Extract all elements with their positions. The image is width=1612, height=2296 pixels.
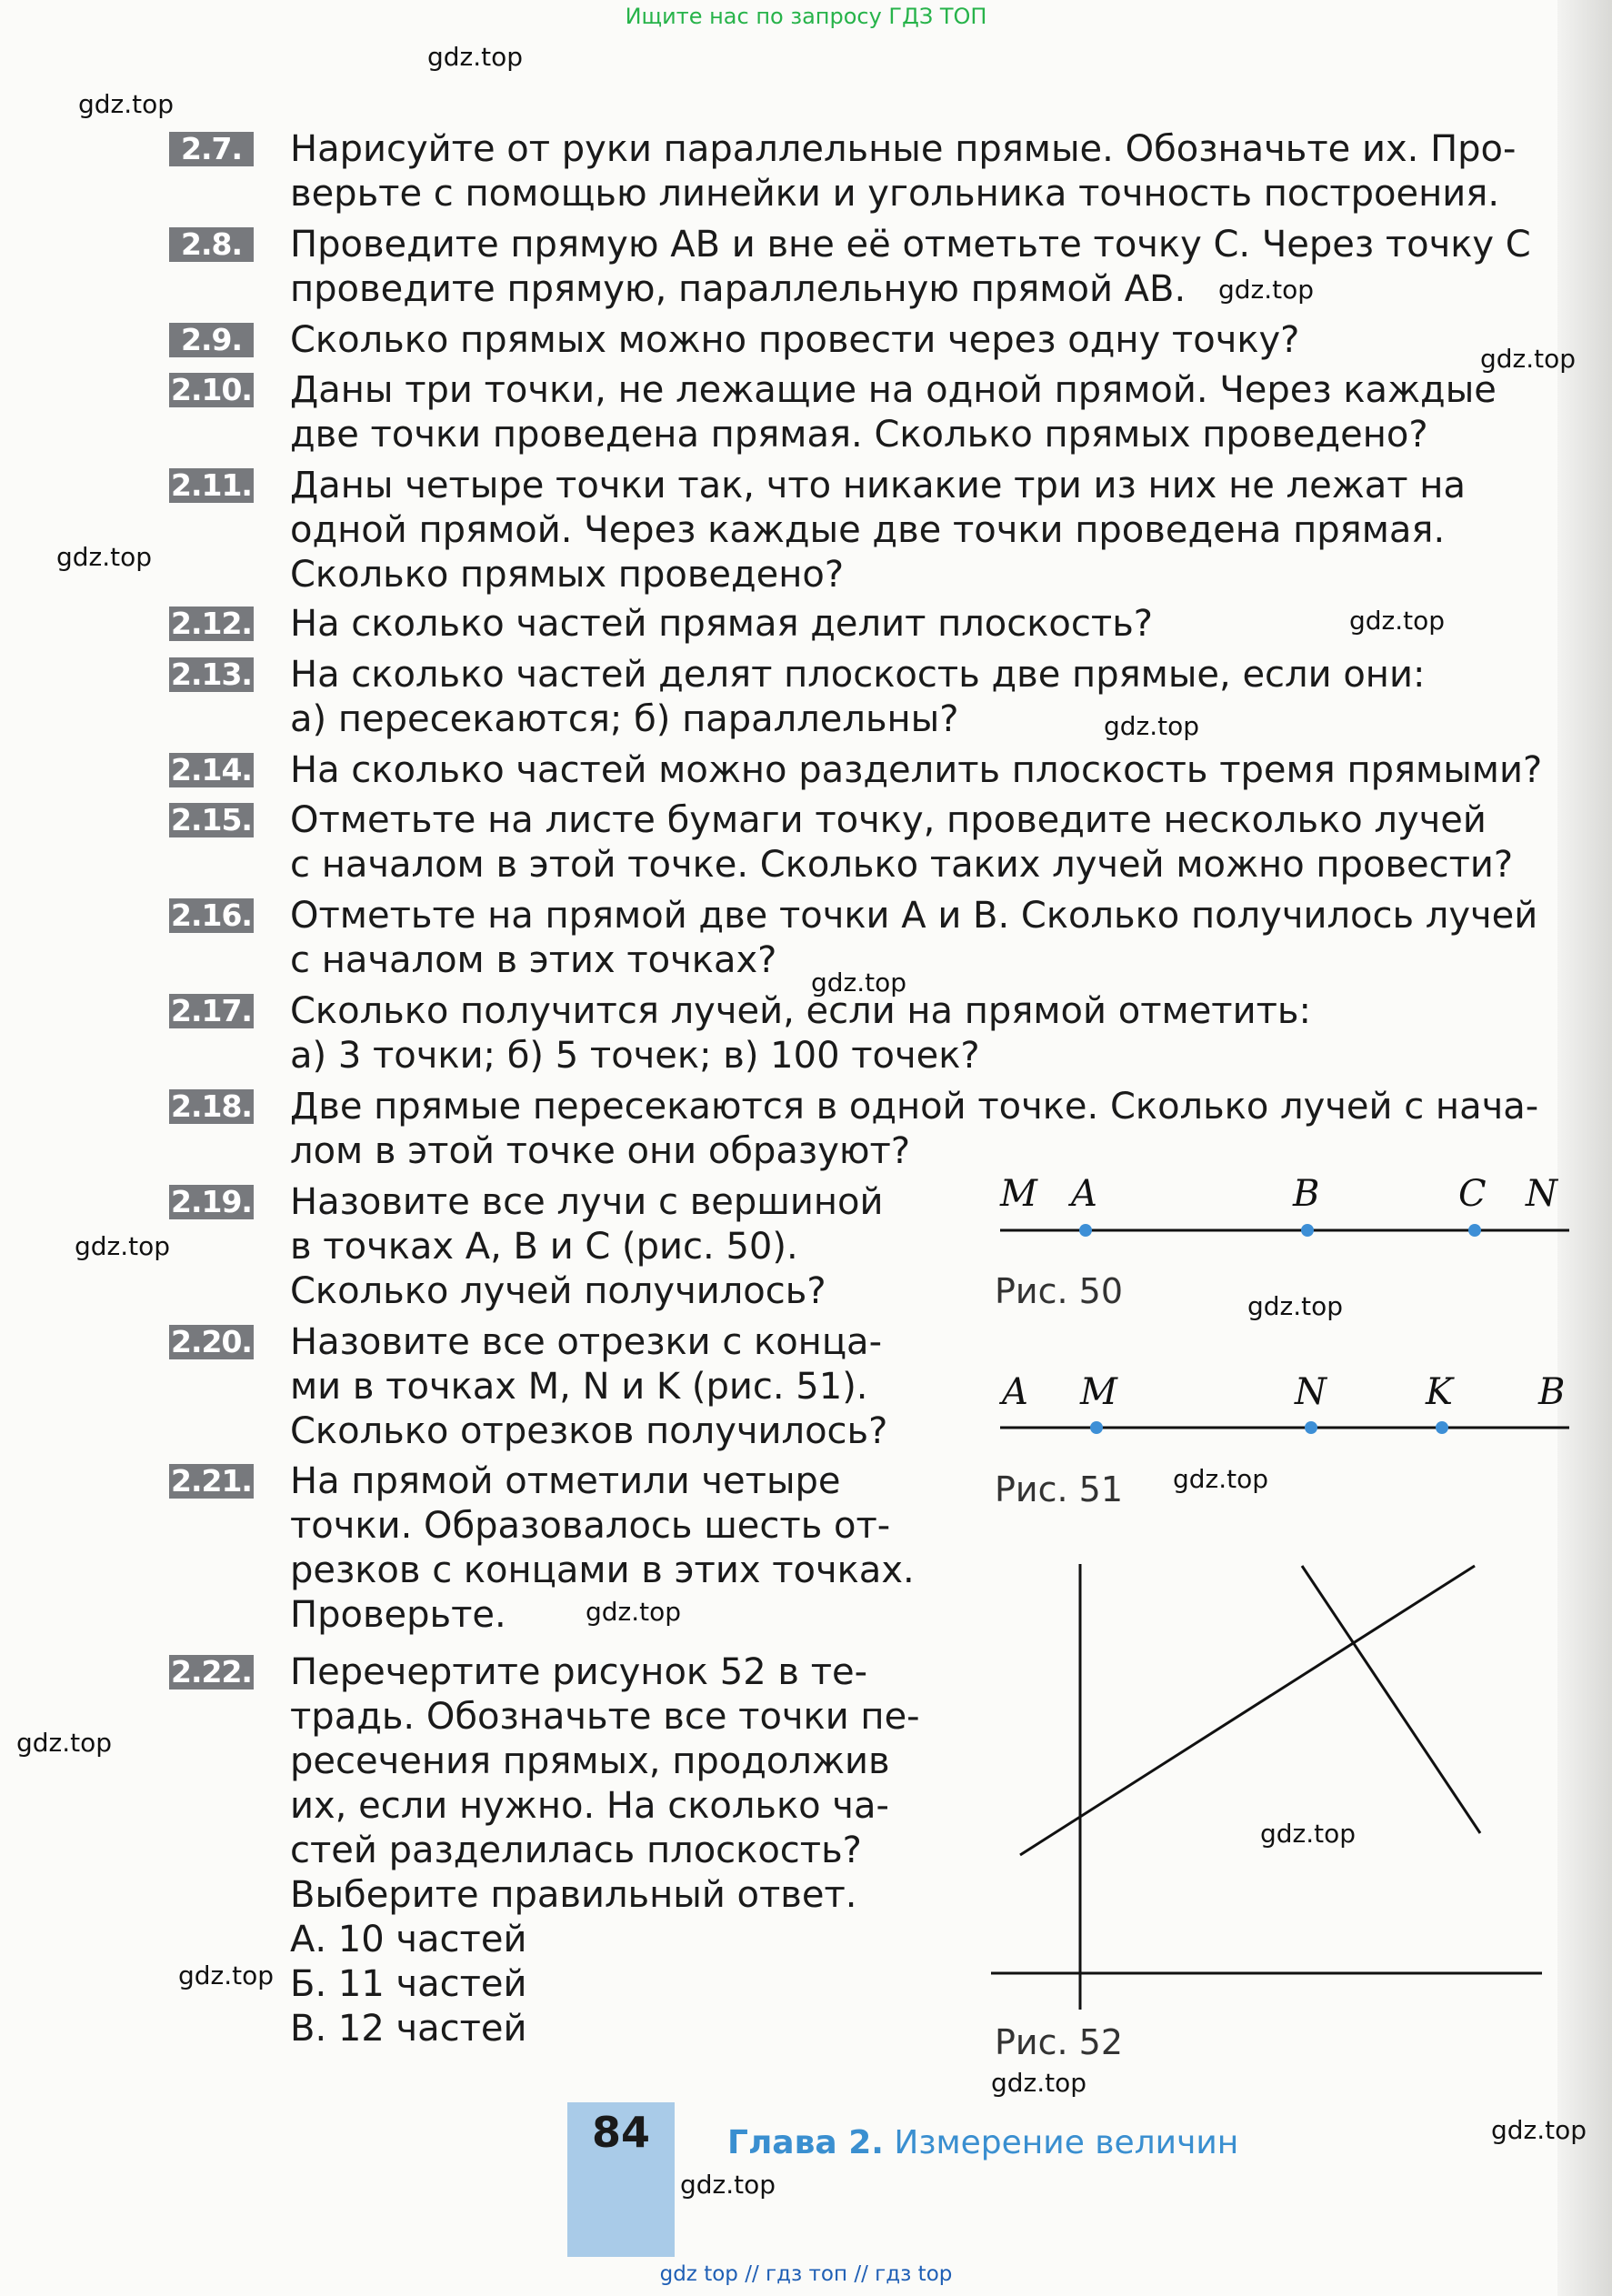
task-number: 2.21.	[169, 1464, 254, 1499]
task-2-11	[169, 464, 1569, 597]
watermark: gdz.top	[427, 42, 524, 72]
figure-50	[991, 1164, 1573, 1328]
task-text: Сколько прямых можно провести через одну точку?	[290, 319, 1300, 361]
point-label: M	[1000, 1173, 1037, 1215]
watermark: gdz.top	[56, 542, 153, 572]
task-number: 2.7.	[169, 132, 254, 166]
point-label: K	[1426, 1371, 1453, 1413]
task-2-14	[169, 748, 1569, 793]
task-2-19	[169, 1180, 969, 1314]
point-M	[1090, 1421, 1103, 1434]
point-label: N	[1526, 1173, 1557, 1215]
point-label: A	[1002, 1371, 1028, 1413]
watermark: gdz.top	[680, 2170, 776, 2200]
task-2-16	[169, 894, 1569, 983]
task-number: 2.11.	[169, 468, 254, 503]
point-K	[1436, 1421, 1448, 1434]
task-number: 2.8.	[169, 227, 254, 262]
task-number: 2.14.	[169, 753, 254, 787]
figure-52-lines	[982, 1546, 1564, 2019]
figure-caption: Рис. 52	[995, 2022, 1124, 2062]
figure-caption: Рис. 51	[995, 1469, 1124, 1509]
task-text: На сколько частей делят плоскость две прямые, если они: а) пересекаются; б) параллельны?	[290, 654, 1426, 740]
task-text: Даны три точки, не лежащие на одной прямой. Через каждые две точки проведена прямая. Сколько прямых проведено?	[290, 369, 1497, 456]
point-A	[1079, 1224, 1092, 1237]
task-number: 2.17.	[169, 994, 254, 1028]
answer-option: В. 12 частей	[290, 2008, 527, 2050]
task-2-9	[169, 318, 1569, 363]
point-label: M	[1080, 1371, 1117, 1413]
task-text: На сколько частей прямая делит плоскость?	[290, 603, 1154, 645]
watermark: gdz.top	[1247, 1291, 1344, 1321]
task-text: Даны четыре точки так, что никакие три из них не лежат на одной прямой. Через каждые две точки проведена прямая. Сколько прямых проведено?	[290, 465, 1466, 596]
task-2-12	[169, 602, 1569, 647]
figure-52	[982, 1546, 1564, 2091]
task-number: 2.22.	[169, 1655, 254, 1689]
point-label: A	[1071, 1173, 1097, 1215]
task-number: 2.20.	[169, 1325, 254, 1359]
task-number: 2.18.	[169, 1089, 254, 1124]
top-banner[interactable]: Ищите нас по запросу ГДЗ ТОП	[625, 4, 987, 29]
task-number: 2.13.	[169, 657, 254, 692]
task-text: Отметьте на листе бумаги точку, проведите несколько лучей с началом в этой точке. Сколько таких лучей можно провести?	[290, 799, 1514, 886]
watermark: gdz.top	[811, 968, 907, 998]
task-2-22	[169, 1650, 969, 2051]
point-label: B	[1293, 1173, 1320, 1215]
task-text: На прямой отметили четыре точки. Образовалось шесть от- резков с концами в этих точках. Проверьте.	[290, 1460, 915, 1636]
watermark: gdz.top	[178, 1960, 275, 1990]
watermark: gdz.top	[1260, 1819, 1357, 1849]
point-C	[1468, 1224, 1481, 1237]
task-number: 2.9.	[169, 323, 254, 357]
task-2-18	[169, 1085, 1569, 1174]
task-text: Отметьте на прямой две точки A и B. Сколько получилось лучей с началом в этих точках?	[290, 895, 1538, 981]
task-number: 2.16.	[169, 898, 254, 933]
point-label: C	[1458, 1173, 1487, 1215]
task-2-13	[169, 653, 1569, 742]
task-2-20	[169, 1320, 969, 1454]
answer-option: Б. 11 частей	[290, 1963, 527, 2005]
watermark: gdz.top	[1491, 2115, 1587, 2145]
task-text: Нарисуйте от руки параллельные прямые. Обозначьте их. Про- верьте с помощью линейки и угольника точность построения.	[290, 128, 1517, 215]
watermark: gdz.top	[75, 1231, 171, 1261]
task-text: Проведите прямую AB и вне её отметьте точку C. Через точку C проведите прямую, параллельную прямой AB.	[290, 224, 1531, 310]
point-label: B	[1538, 1371, 1566, 1413]
task-number: 2.10.	[169, 373, 254, 407]
task-number: 2.15.	[169, 803, 254, 837]
task-2-17	[169, 989, 1569, 1078]
watermark: gdz.top	[1218, 275, 1315, 305]
task-text: Назовите все отрезки с конца- ми в точках M, N и K (рис. 51). Сколько отрезков получилось?	[290, 1321, 888, 1452]
task-number: 2.12.	[169, 607, 254, 641]
watermark: gdz.top	[586, 1597, 682, 1627]
watermark: gdz.top	[16, 1728, 113, 1758]
figure-caption: Рис. 50	[995, 1271, 1124, 1311]
watermark: gdz.top	[1349, 606, 1446, 636]
point-N	[1305, 1421, 1317, 1434]
point-label: N	[1295, 1371, 1327, 1413]
task-2-21	[169, 1459, 969, 1638]
task-number: 2.19.	[169, 1185, 254, 1219]
watermark: gdz.top	[78, 89, 175, 119]
watermark: gdz.top	[991, 2068, 1087, 2098]
task-text: На сколько частей можно разделить плоскость тремя прямыми?	[290, 749, 1543, 791]
figure-51	[991, 1364, 1573, 1528]
watermark: gdz.top	[1104, 711, 1200, 741]
chapter-title: Глава 2. Измерение величин	[727, 2124, 1239, 2161]
task-text: Сколько получится лучей, если на прямой отметить: а) 3 точки; б) 5 точек; в) 100 точек?	[290, 990, 1311, 1077]
point-B	[1301, 1224, 1314, 1237]
answer-option: А. 10 частей	[290, 1919, 527, 1960]
watermark: gdz.top	[1173, 1464, 1269, 1494]
task-2-8	[169, 223, 1569, 312]
task-text: Перечертите рисунок 52 в те- традь. Обозначьте все точки пе- ресечения прямых, продолжив их, если нужно. На сколько ча- стей разделилась плоскость? Выберите правильный ответ. А. 10 частей Б. 11 частей В. 12 частей	[290, 1650, 969, 2051]
task-2-15	[169, 798, 1569, 887]
task-text: Назовите все лучи с вершиной в точках A, B и C (рис. 50). Сколько лучей получилось?	[290, 1181, 884, 1312]
task-2-10	[169, 368, 1569, 457]
task-text: Две прямые пересекаются в одной точке. Сколько лучей с нача- лом в этой точке они образуют?	[290, 1086, 1539, 1172]
bottom-links[interactable]: gdz top // гдз топ // гдз top	[659, 2262, 953, 2286]
page-number: 84	[591, 2108, 650, 2157]
watermark: gdz.top	[1480, 344, 1577, 374]
task-2-7	[169, 127, 1569, 216]
